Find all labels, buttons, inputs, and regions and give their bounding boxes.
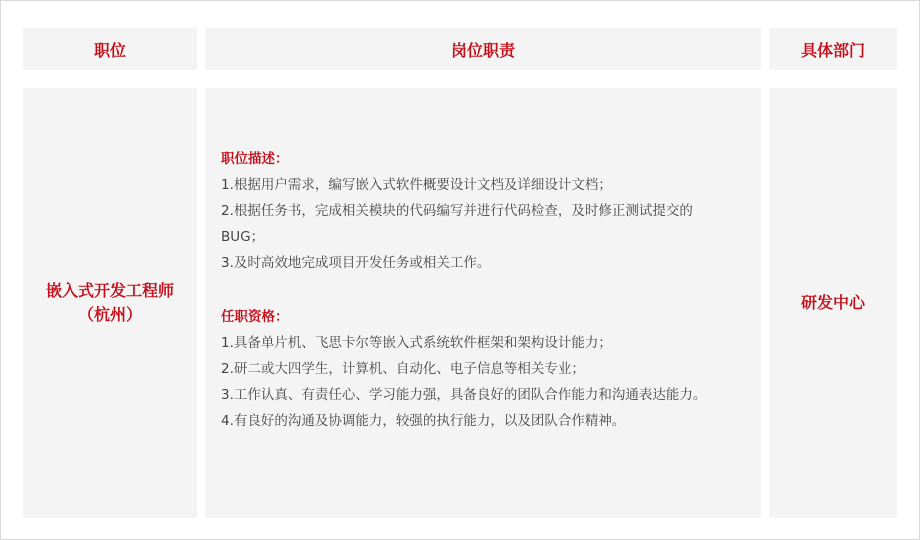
department-name: 研发中心 bbox=[800, 293, 865, 312]
requirements-title: 任职资格： bbox=[221, 309, 289, 325]
department-cell bbox=[769, 88, 897, 518]
job-title: 嵌入式开发工程师 bbox=[45, 281, 174, 300]
requirement-item: 1.具备单片机、飞思卡尔等嵌入式系统软件框架和架构设计能力； bbox=[221, 335, 612, 351]
header-position: 职位 bbox=[23, 28, 197, 70]
description-item: 3.及时高效地完成项目开发任务或相关工作。 bbox=[221, 255, 491, 271]
job-location: （杭州） bbox=[77, 305, 142, 324]
job-title-cell bbox=[23, 88, 197, 518]
requirement-item: 2.研二或大四学生，计算机、自动化、电子信息等相关专业； bbox=[221, 361, 585, 377]
duties-cell bbox=[205, 88, 761, 518]
requirement-item: 3.工作认真、有责任心、学习能力强，具备良好的团队合作能力和沟通表达能力。 bbox=[221, 387, 707, 403]
description-item: 2.根据任务书，完成相关模块的代码编写并进行代码检查，及时修正测试提交的BUG； bbox=[221, 203, 693, 245]
requirement-item: 4.有良好的沟通及协调能力，较强的执行能力，以及团队合作精神。 bbox=[221, 413, 626, 429]
description-title: 职位描述： bbox=[221, 151, 289, 167]
header-department: 具体部门 bbox=[769, 28, 897, 70]
description-item: 1.根据用户需求，编写嵌入式软件概要设计文档及详细设计文档； bbox=[221, 177, 612, 193]
section-gap bbox=[221, 276, 745, 304]
header-duties: 岗位职责 bbox=[205, 28, 761, 70]
